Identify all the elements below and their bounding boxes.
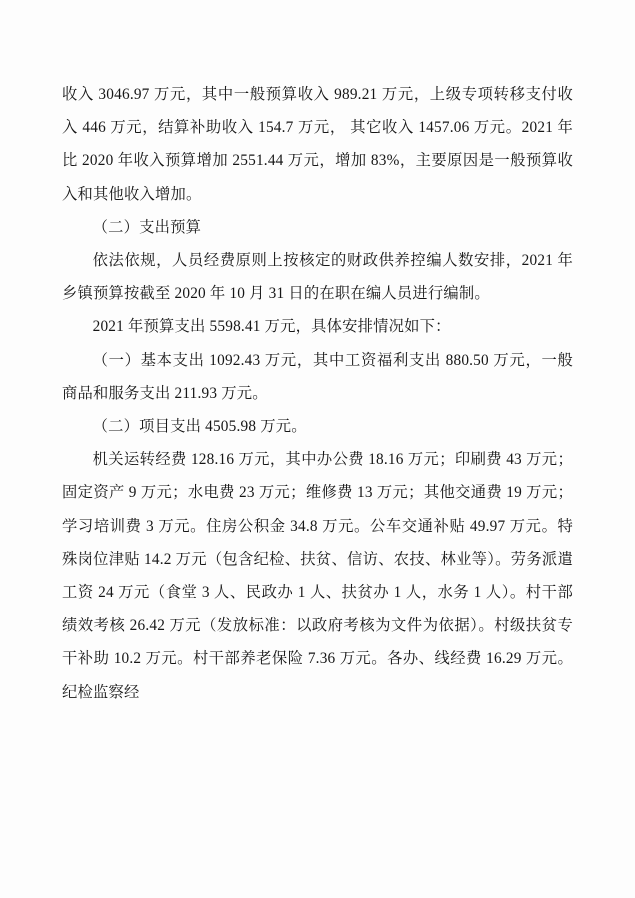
paragraph-project-expenditure: （二）项目支出 4505.98 万元。 bbox=[92, 418, 307, 436]
paragraph-total-expenditure: 2021 年预算支出 5598.41 万元，具体安排情况如下： bbox=[92, 318, 451, 336]
paragraph-basic-expenditure: （一）基本支出 1092.43 万元，其中工资福利支出 880.50 万元，一般商品和服务支出 211.93 万元。 bbox=[62, 351, 573, 402]
paragraph-operating-details: 机关运转经费 128.16 万元，其中办公费 18.16 万元；印刷费 43 万元；固定资产 9 万元；水电费 23 万元；维修费 13 万元；其他交通费 19 万元；学习培训费 3 万元。住房公积金 34.8 万元。公车交通补贴 49.97 万元。特殊岗位津贴 14.2 万元（包含纪检、扶贫、信访、农技、林业等）。劳务派遣工资 24 万元（食堂 3 人、民政办 1 人、扶贫办 1 人，水务 1 人）。村干部绩效考核 26.42 万元（发放标准：以政府考核为文件为依据）。村级扶贫专干补助 10.2 万元。村干部养老保险 7.36 万元。各办、线经费 16.29 万元。纪检监察经 bbox=[62, 451, 573, 701]
paragraph-staffing-basis: 依法依规，人员经费原则上按核定的财政供养控编人数安排，2021 年乡镇预算按截至 2020 年 10 月 31 日的在职在编人员进行编制。 bbox=[62, 252, 573, 303]
paragraph-heading-expenditure-budget: （二）支出预算 bbox=[92, 218, 202, 236]
paragraph-revenue-continued: 收入 3046.97 万元，其中一般预算收入 989.21 万元，上级专项转移支付收入 446 万元，结算补助收入 154.7 万元， 其它收入 1457.06 万元。2021 年比 2020 年收入预算增加 2551.44 万元，增加 83%，主要原因是一般预算收入和其他收入增加。 bbox=[62, 86, 573, 203]
document-text-body bbox=[62, 78, 573, 709]
